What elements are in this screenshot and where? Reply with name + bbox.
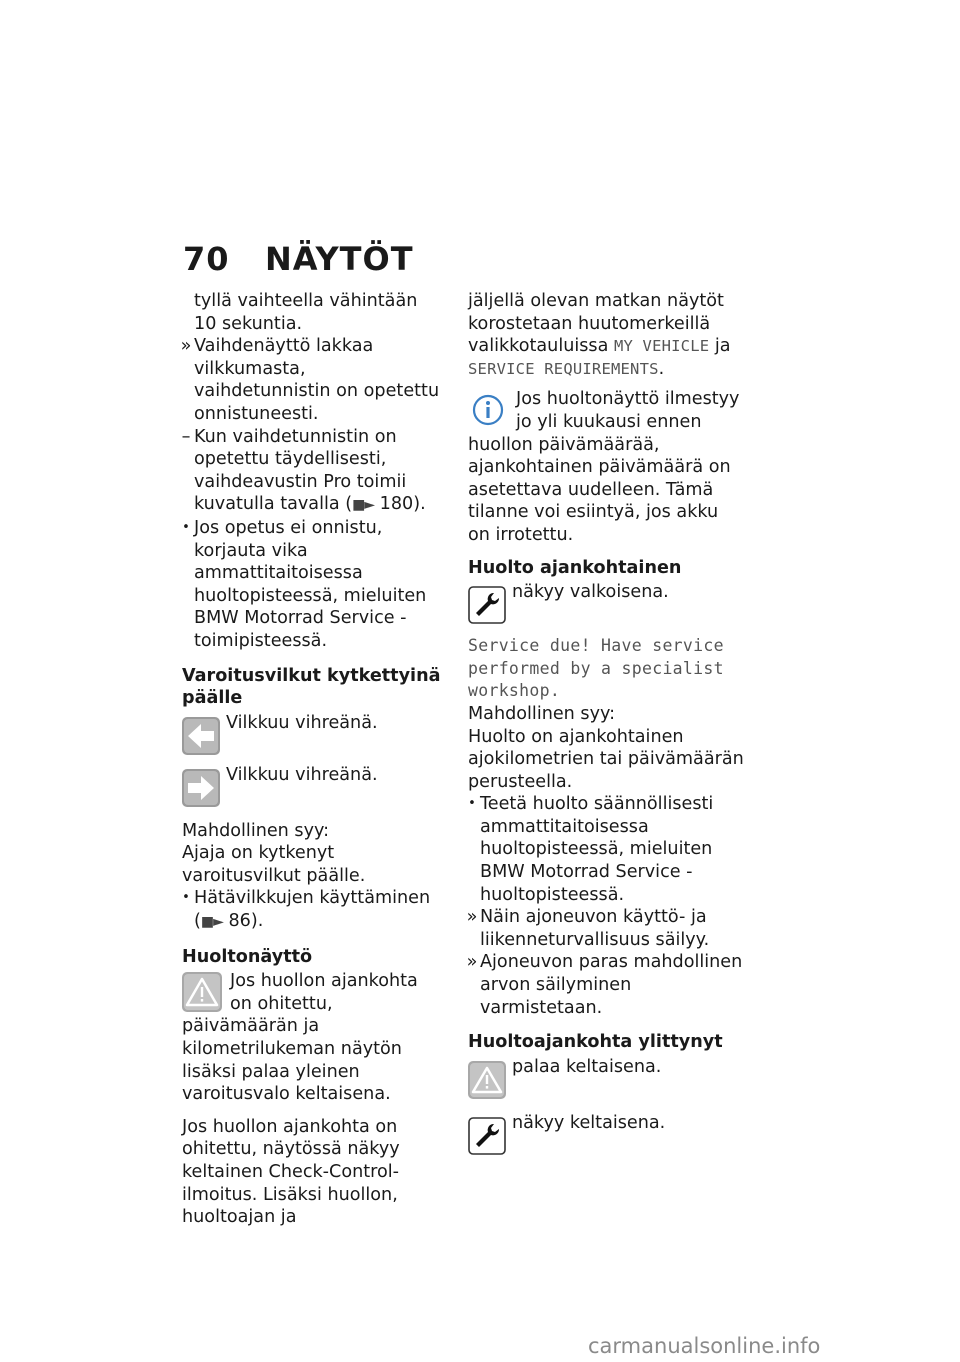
continued-text: tyllä vaihteella vähintään 10 sekuntia. — [194, 291, 418, 334]
page-number: 70 — [183, 240, 230, 278]
possible-cause-text: Huolto on ajankohtainen ajokilometrien tai päivämäärän perusteella. — [468, 726, 744, 792]
section-heading: Huolto ajankohtainen — [468, 557, 682, 578]
bullet-marker: • — [182, 519, 190, 535]
page-ref-arrow-icon: ■► — [200, 914, 223, 931]
result-marker: » — [180, 336, 192, 357]
wrench-yellow-row: näkyy keltaisena. — [468, 1112, 744, 1152]
page-ref-arrow-icon: ■► — [352, 497, 375, 514]
dash-marker: – — [181, 426, 191, 447]
possible-cause-text: Ajaja on kytkenyt varoitusvilkut päälle. — [182, 843, 366, 886]
menu-paragraph: jäljellä olevan matkan näytöt korostetaan huutomerkeillä valikkotauluissa MY VEHICLE ja SERVICE REQUIREMENTS. — [468, 291, 731, 379]
service-intro: Jos huollon ajankohta on ohitettu, päivämäärän ja kilometrilukeman näytön lisäksi palaa yleinen varoitusvalo keltaisena. — [182, 971, 418, 1105]
general-warning-icon — [182, 972, 224, 1014]
general-warning-icon — [468, 1061, 506, 1099]
result-marker: » — [466, 907, 478, 928]
menu-name: SERVICE REQUIREMENTS — [468, 359, 659, 378]
blink-right-row: Vilkkuu vihreänä. — [182, 764, 444, 804]
info-note: Jos huoltonäyttö ilmestyy jo yli kuukausi ennen huollon päivämäärää, ajankohtainen päivämäärä on asetettava uudelleen. Tämä tilanne voi esiintyä, jos akku on irrotettu. — [468, 389, 740, 545]
list-item: • Teetä huolto säännöllisesti ammattitaitoisessa huoltopisteessä, mieluiten BMW Motorrad Service -huoltopisteessä. — [468, 793, 744, 906]
service-paragraph: Jos huollon ajankohta on ohitettu, näytössä näkyy keltainen Check-Control-ilmoitus. Lisäksi huollon, huoltoajan ja — [182, 1116, 400, 1228]
result-marker: » — [466, 952, 478, 973]
possible-cause-label: Mahdollinen syy: — [468, 703, 616, 724]
list-item: » Ajoneuvon paras mahdollinen arvon säilyminen varmistetaan. — [466, 952, 743, 1018]
info-icon — [468, 390, 510, 432]
page-title: NÄYTÖT — [265, 240, 414, 278]
wrench-icon — [468, 1117, 506, 1155]
list-item: » Näin ajoneuvon käyttö- ja liikenneturvallisuus säilyy. — [466, 907, 710, 950]
page-reference[interactable]: 86 — [228, 911, 251, 932]
section-heading: Varoitusvilkut kytkettyinä päälle — [182, 665, 441, 709]
section-heading: Huoltonäyttö — [182, 946, 313, 967]
blink-left-row: Vilkkuu vihreänä. — [182, 712, 444, 752]
turn-right-arrow-icon — [182, 769, 220, 807]
warning-yellow-row: palaa keltaisena. — [468, 1056, 744, 1096]
check-control-message: Service due! Have service performed by a specialist workshop. — [468, 636, 724, 701]
list-item: • Jos opetus ei onnistu, korjauta vika ammattitaitoisessa huoltopisteessä, mieluiten BMW Motorrad Service -toimipisteessä. — [182, 517, 444, 653]
wrench-icon — [468, 586, 506, 624]
bullet-marker: • — [468, 796, 476, 812]
list-item: – Kun vaihdetunnistin on opetettu täydellisesti, vaihdeavustin Pro toimii kuvatulla tavalla (■► 180). — [181, 426, 426, 515]
left-column — [182, 290, 444, 1237]
watermark: carmanualsonline.info — [588, 1334, 821, 1358]
page-reference[interactable]: 180 — [379, 494, 414, 515]
section-heading: Huoltoajankohta ylittynyt — [468, 1032, 723, 1053]
possible-cause-label: Mahdollinen syy: — [182, 820, 330, 841]
wrench-white-row: näkyy valkoisena. — [468, 581, 744, 621]
list-item: » Vaihdenäyttö lakkaa vilkkumasta, vaihdetunnistin on opetettu onnistuneesti. — [180, 336, 440, 424]
menu-name: MY VEHICLE — [613, 337, 710, 356]
bullet-marker: • — [182, 890, 190, 906]
list-item: • Hätävilkkujen käyttäminen (■► 86). — [182, 887, 444, 933]
right-column — [468, 290, 744, 1162]
turn-left-arrow-icon — [182, 717, 220, 755]
